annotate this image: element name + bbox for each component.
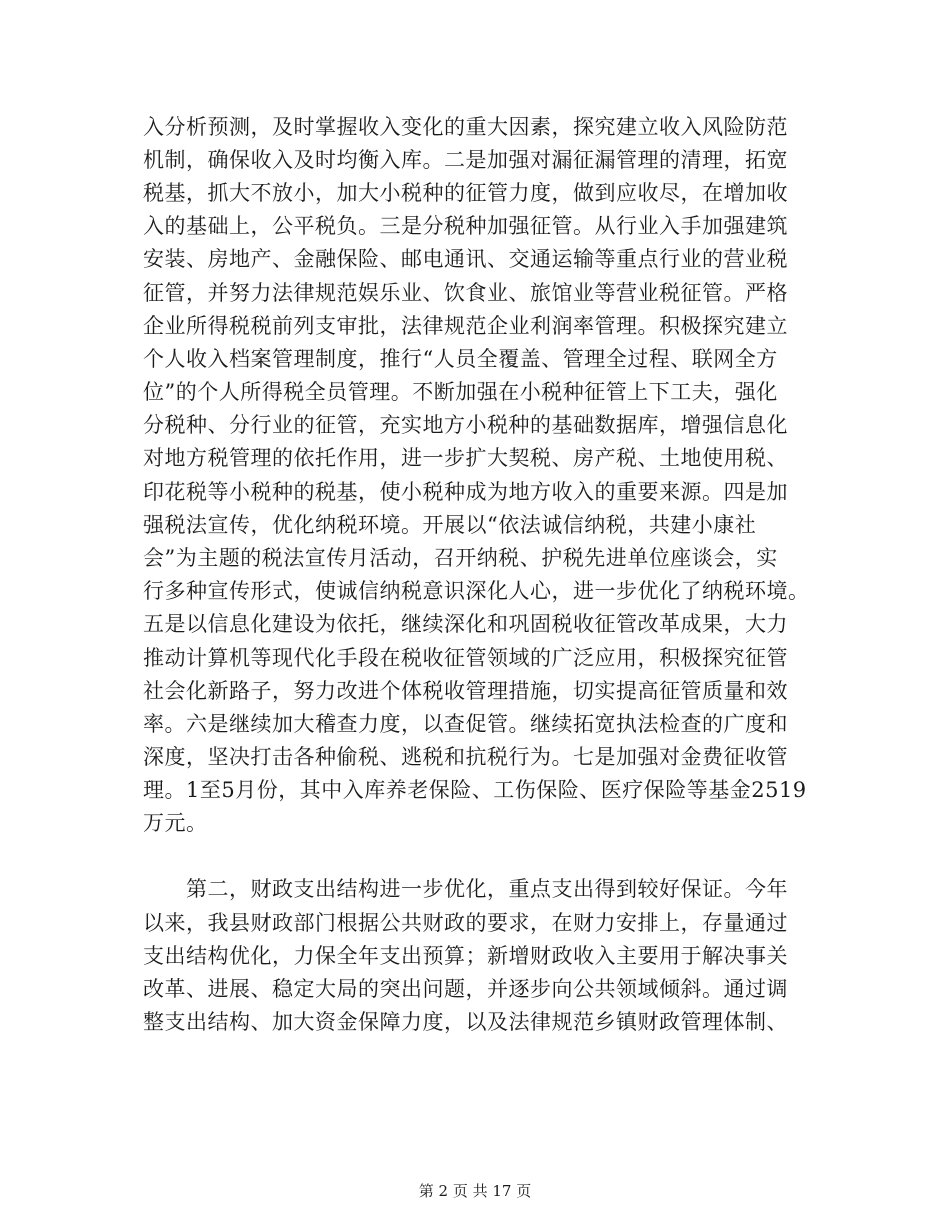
text-line: 行多种宣传形式，使诚信纳税意识深化人心，进一步优化了纳税环境。	[143, 579, 810, 603]
text-line: 入分析预测，及时掌握收入变化的重大因素，探究建立收入风险防范	[143, 115, 788, 139]
text-line: 个人收入档案管理制度，推行“人员全覆盖、管理全过程、联网全方	[143, 347, 778, 371]
text-line: 理。1至5月份，其中入库养老保险、工伤保险、医疗保险等基金2519	[143, 778, 807, 802]
text-line: 改革、进展、稳定大局的突出问题，并逐步向公共领域倾斜。通过调	[143, 977, 788, 1001]
text-line: 五是以信息化建设为依托，继续深化和巩固税收征管改革成果，大力	[143, 612, 788, 636]
text-line: 入的基础上，公平税负。三是分税种加强征管。从行业入手加强建筑	[143, 214, 788, 238]
text-line: 强税法宣传，优化纳税环境。开展以“依法诚信纳税，共建小康社	[143, 513, 757, 537]
text-line: 征管，并努力法律规范娱乐业、饮食业、旅馆业等营业税征管。严格	[143, 281, 788, 305]
text-line: 深度，坚决打击各种偷税、逃税和抗税行为。七是加强对金费征收管	[143, 745, 788, 769]
text-line: 印花税等小税种的税基，使小税种成为地方收入的重要来源。四是加	[143, 480, 788, 504]
text-line: 万元。	[143, 811, 208, 835]
text-line: 位”的个人所得税全员管理。不断加强在小税种征管上下工夫，强化	[143, 380, 778, 404]
text-line: 会”为主题的税法宣传月活动，召开纳税、护税先进单位座谈会，实	[143, 546, 778, 570]
text-line: 分税种、分行业的征管，充实地方小税种的基础数据库，增强信息化	[143, 413, 788, 437]
text-line: 支出结构优化，力保全年支出预算；新增财政收入主要用于解决事关	[143, 944, 788, 968]
text-line: 社会化新路子，努力改进个体税收管理措施，切实提高征管质量和效	[143, 679, 788, 703]
text-line: 机制，确保收入及时均衡入库。二是加强对漏征漏管理的清理，拓宽	[143, 148, 788, 172]
paragraph-start-line: 第二，财政支出结构进一步优化，重点支出得到较好保证。今年	[143, 877, 788, 901]
text-line: 以来，我县财政部门根据公共财政的要求，在财力安排上，存量通过	[143, 911, 788, 935]
page-number-footer: 第 2 页 共 17 页	[418, 1182, 532, 1200]
text-line: 推动计算机等现代化手段在税收征管领域的广泛应用，积极探究征管	[143, 646, 788, 670]
text-line: 对地方税管理的依托作用，进一步扩大契税、房产税、土地使用税、	[143, 446, 788, 470]
text-line: 税基，抓大不放小，加大小税种的征管力度，做到应收尽，在增加收	[143, 181, 788, 205]
text-line: 率。六是继续加大稽查力度，以查促管。继续拓宽执法检查的广度和	[143, 712, 788, 736]
text-line: 安装、房地产、金融保险、邮电通讯、交通运输等重点行业的营业税	[143, 247, 788, 271]
text-line: 企业所得税税前列支审批，法律规范企业利润率管理。积极探究建立	[143, 314, 788, 338]
text-line: 整支出结构、加大资金保障力度，以及法律规范乡镇财政管理体制、	[143, 1010, 788, 1034]
